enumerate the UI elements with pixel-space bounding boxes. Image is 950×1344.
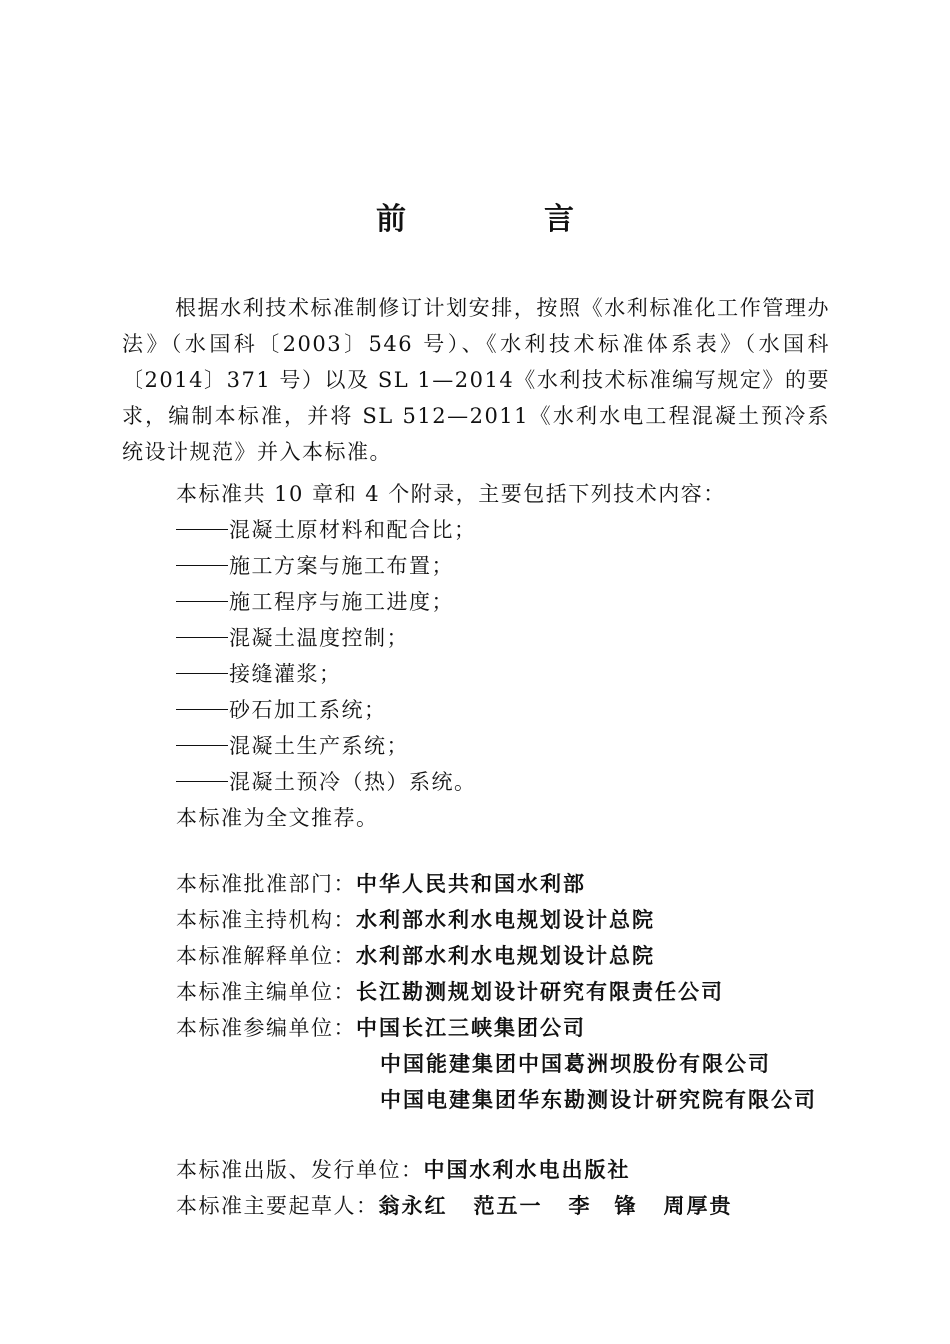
dash-mark [176,601,228,602]
participant-value: 中国长江三峡集团公司 [356,1016,586,1040]
contents-item: 混凝土预冷（热）系统。 [176,764,477,800]
contents-item: 砂石加工系统； [176,692,387,728]
dash-mark [176,529,228,530]
interpret-label: 本标准解释单位： [176,944,356,968]
approval-row [176,866,586,902]
dash-mark [176,565,228,566]
dash-mark [176,673,228,674]
page-title: 前 言 [376,202,628,237]
contents-intro: 本标准共 10 章和 4 个附录，主要包括下列技术内容： [176,482,726,506]
contents-item: 混凝土温度控制； [176,620,409,656]
publisher-row [176,1152,631,1188]
interpret-value: 水利部水利水电规划设计总院 [356,944,655,968]
contents-item: 混凝土原材料和配合比； [176,512,477,548]
chief-editor-value: 长江勘测规划设计研究有限责任公司 [356,980,724,1004]
contents-item: 施工方案与施工布置； [176,548,454,584]
participant-value: 中国能建集团中国葛洲坝股份有限公司 [380,1052,771,1076]
participant-row [176,1010,586,1046]
dash-mark [176,745,228,746]
contents-item: 施工程序与施工进度； [176,584,454,620]
host-row [176,902,655,938]
drafter-name: 李 锋 [568,1194,638,1218]
drafter-name: 范五一 [473,1194,543,1218]
approval-value: 中华人民共和国水利部 [356,872,586,896]
drafters-label: 本标准主要起草人： [176,1194,379,1218]
contents-item: 混凝土生产系统； [176,728,409,764]
intro-paragraph: 根据水利技术标准制修订计划安排，按照《水利标准化工作管理办法》（水国科〔2003〕546 号）、《水利技术标准体系表》（水国科〔2014〕371 号）以及 SL 1—2014《水利技术标准编写规定》的要求，编制本标准，并将 SL 512—2011《水利水电工程混凝土预冷系统设计规范》并入本标准。 [122,296,830,464]
host-value: 水利部水利水电规划设计总院 [356,908,655,932]
publisher-value: 中国水利水电出版社 [423,1158,631,1182]
dash-mark [176,709,228,710]
drafter-name: 周厚贵 [663,1194,733,1218]
drafter-name: 翁永红 [378,1194,448,1218]
recommendation-text: 本标准为全文推荐。 [176,806,379,830]
contents-item: 接缝灌浆； [176,656,342,692]
interpret-row [176,938,655,974]
chief-editor-label: 本标准主编单位： [176,980,356,1004]
dash-mark [176,637,228,638]
dash-mark [176,781,228,782]
drafters-row [176,1188,759,1224]
chief-editor-row [176,974,724,1010]
publisher-label: 本标准出版、发行单位： [176,1158,424,1182]
participant-value: 中国电建集团华东勘测设计研究院有限公司 [380,1088,817,1112]
host-label: 本标准主持机构： [176,908,356,932]
participant-label: 本标准参编单位： [176,1016,356,1040]
approval-label: 本标准批准部门： [176,872,356,896]
